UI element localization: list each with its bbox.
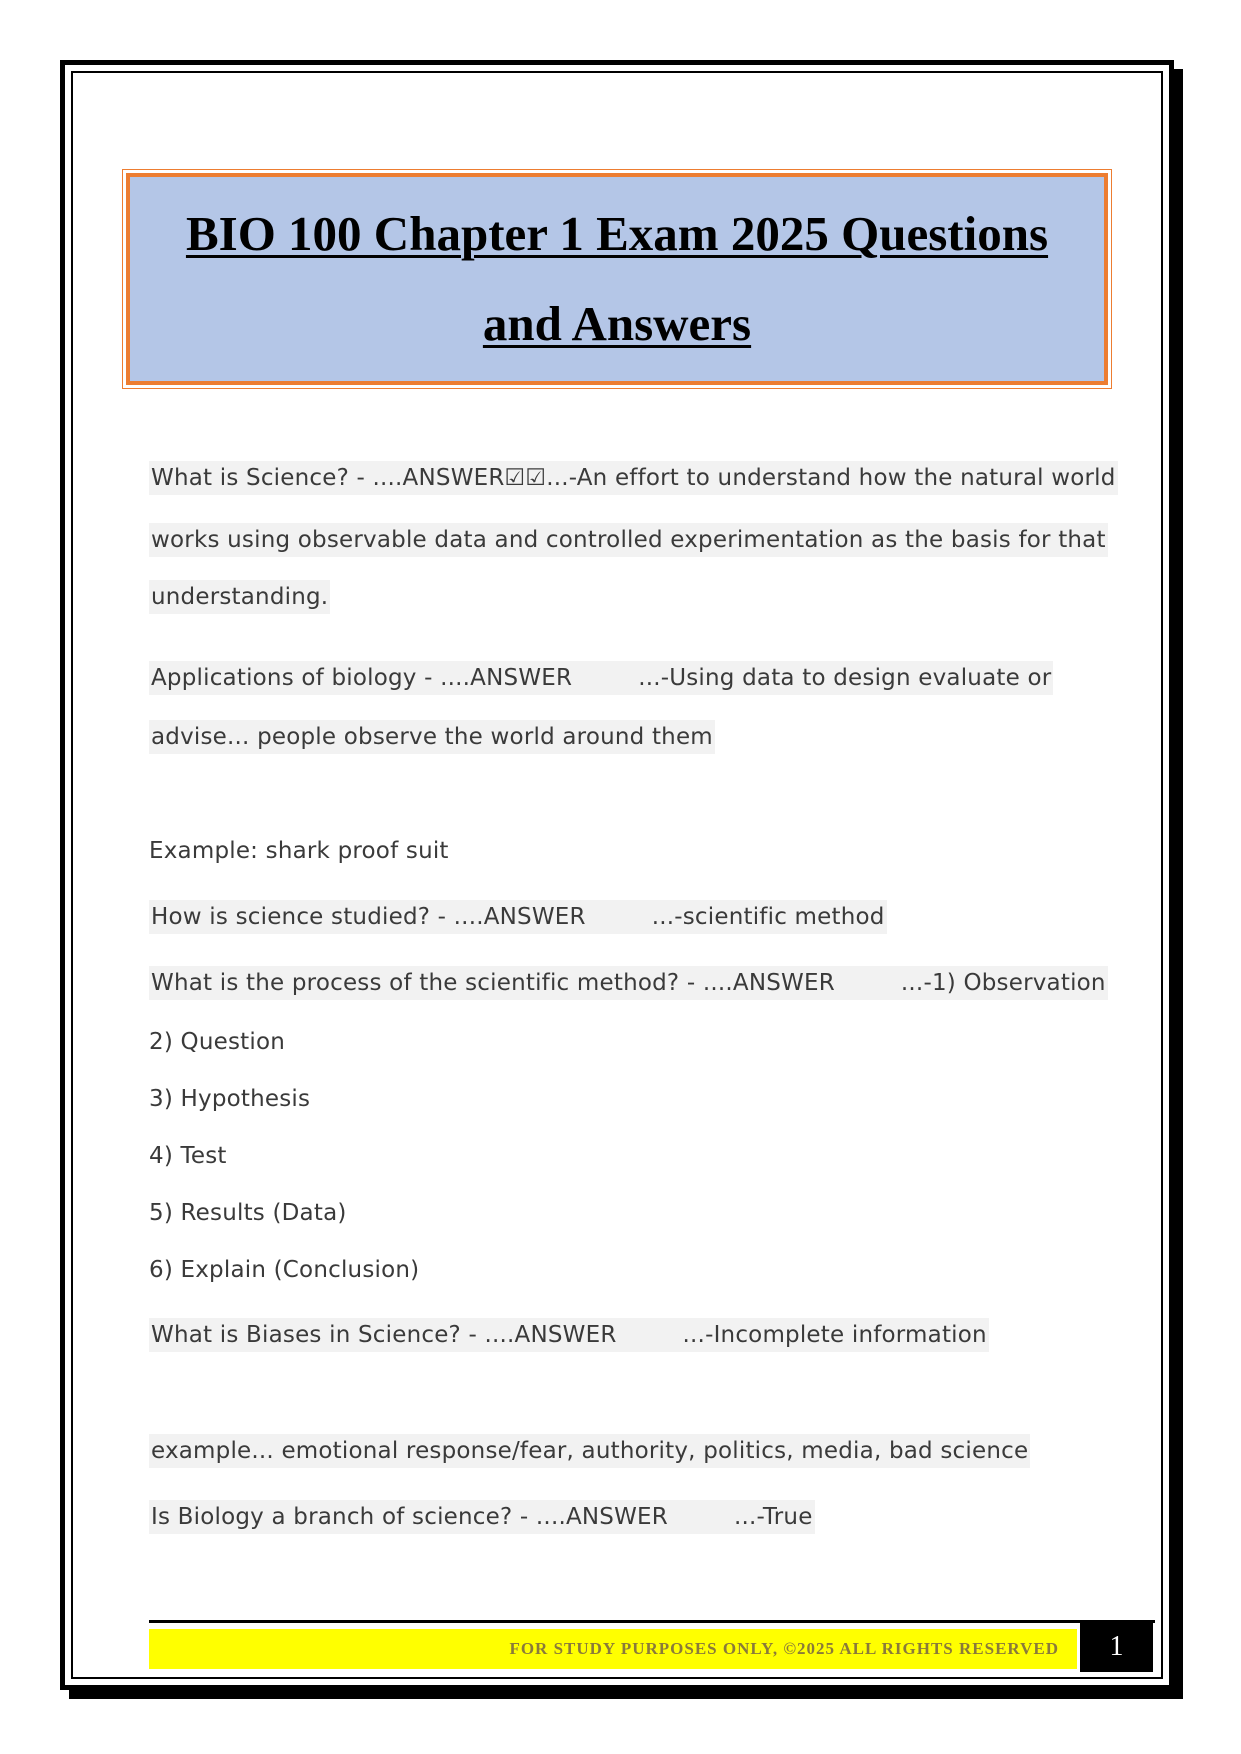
answer-continuation: works using observable data and controlled experimentation as the basis for that (149, 523, 1108, 557)
title-line-1: BIO 100 Chapter 1 Exam 2025 Questions (185, 206, 1049, 261)
example-text: Example: shark proof suit (149, 838, 449, 864)
answer-line (149, 584, 330, 610)
qa-item (149, 465, 1118, 491)
step-text: 2) Question (149, 1029, 285, 1055)
step-text: 5) Results (Data) (149, 1200, 347, 1226)
answer-line (149, 724, 715, 750)
answer-text: ...-Incomplete information (681, 1318, 989, 1352)
list-item (149, 1143, 227, 1169)
qa-item (149, 1318, 989, 1352)
question-text: Is Biology a branch of science? - ....ANSWER (149, 1500, 670, 1534)
example-line (149, 838, 449, 864)
question-text: What is Biases in Science? - ....ANSWER (149, 1318, 619, 1352)
answer-continuation: example... emotional response/fear, authority, politics, media, bad science (149, 1434, 1030, 1468)
question-text: What is the process of the scientific method? - ....ANSWER (149, 966, 837, 1000)
answer-text: ...-True (732, 1500, 815, 1534)
step-text: 4) Test (149, 1143, 227, 1169)
answer-text: ...-Using data to design evaluate or (636, 661, 1053, 695)
list-item (149, 1086, 310, 1112)
question-text: What is Science? - ....ANSWER☑☑...-An effort to understand how the natural world (149, 461, 1118, 495)
footer-text: FOR STUDY PURPOSES ONLY, ©2025 ALL RIGHTS RESERVED (509, 1639, 1059, 1658)
footer-bar (149, 1629, 1077, 1669)
title-box (126, 173, 1108, 385)
list-item (149, 1257, 419, 1283)
step-text: 3) Hypothesis (149, 1086, 311, 1112)
answer-line (149, 1438, 1030, 1464)
question-text: Applications of biology - ....ANSWER (149, 661, 574, 695)
qa-item (149, 900, 887, 934)
list-item (149, 1029, 285, 1055)
answer-text: ...-1) Observation (899, 966, 1108, 1000)
answer-line (149, 527, 1108, 553)
footer-divider (149, 1620, 1155, 1623)
page-number: 1 (1080, 1621, 1153, 1672)
qa-item (149, 966, 1108, 1000)
answer-text: ...-scientific method (650, 900, 887, 934)
title-line-2: and Answers (482, 296, 752, 351)
qa-item (149, 1500, 815, 1534)
step-text: 6) Explain (Conclusion) (149, 1257, 420, 1283)
answer-continuation: advise... people observe the world around them (149, 720, 715, 754)
list-item (149, 1200, 347, 1226)
qa-item (149, 661, 1053, 695)
answer-continuation: understanding. (149, 580, 330, 614)
question-text: How is science studied? - ....ANSWER (149, 900, 588, 934)
